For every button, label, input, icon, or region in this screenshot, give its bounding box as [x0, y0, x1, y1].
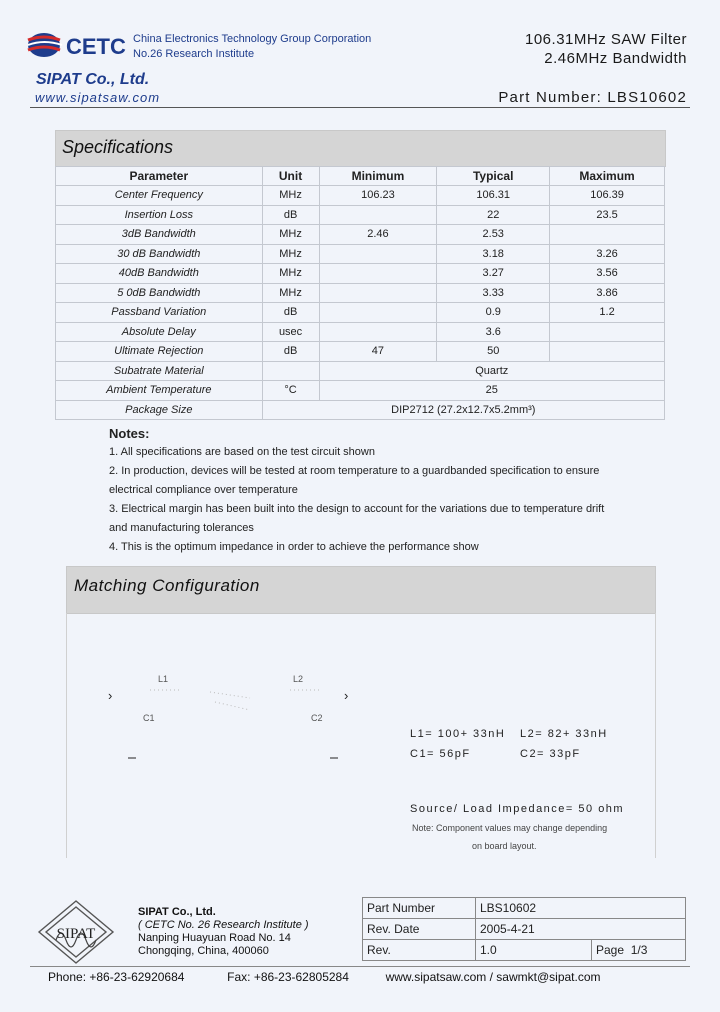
table-cell: 23.5 [550, 205, 665, 225]
product-title: 106.31MHz SAW Filter 2.46MHz Bandwidth [525, 31, 687, 67]
note-item: electrical compliance over temperature [109, 484, 298, 496]
table-row [56, 342, 665, 362]
table-row [56, 244, 665, 264]
table-cell [550, 322, 665, 342]
table-cell [319, 264, 437, 284]
table-cell: DIP2712 (27.2x12.7x5.2mm³) [262, 400, 664, 420]
matching-note-line1: Note: Component values may change depending [412, 823, 608, 833]
specifications-table [55, 166, 665, 420]
cetc-logo-text: CETC [66, 34, 126, 59]
table-cell: 22 [437, 205, 550, 225]
footer-divider [30, 966, 690, 967]
contact-web-email[interactable]: www.sipatsaw.com / sawmkt@sipat.com [385, 970, 601, 984]
table-cell: MHz [262, 186, 319, 206]
table-cell: Center Frequency [56, 186, 263, 206]
table-cell [550, 342, 665, 362]
revision-row-rev: Rev. 1.0 Page 1/3 [363, 940, 686, 961]
table-cell: 3.6 [437, 322, 550, 342]
table-cell: Insertion Loss [56, 205, 263, 225]
table-header-row [56, 167, 665, 186]
table-cell: Ambient Temperature [56, 381, 263, 401]
table-cell: 40dB Bandwidth [56, 264, 263, 284]
table-row [56, 322, 665, 342]
matching-schematic [120, 680, 350, 760]
table-cell: 50 [437, 342, 550, 362]
l1-value: L1= 100+ 33nH [410, 728, 506, 740]
c2-value: C2= 33pF [520, 748, 581, 760]
note-item: 3. Electrical margin has been built into the design to account for the variations due to temperature drift [109, 503, 605, 515]
table-cell: Absolute Delay [56, 322, 263, 342]
column-header: Parameter [56, 167, 263, 186]
notes-title: Notes: [109, 426, 150, 441]
table-cell: MHz [262, 225, 319, 245]
table-cell: Package Size [56, 400, 263, 420]
table-cell [319, 322, 437, 342]
table-cell: 1.2 [550, 303, 665, 323]
table-cell: 106.23 [319, 186, 437, 206]
table-row [56, 400, 665, 420]
table-cell: 3.18 [437, 244, 550, 264]
output-arrow-icon: › [344, 688, 349, 703]
table-cell: MHz [262, 264, 319, 284]
table-cell: dB [262, 205, 319, 225]
table-cell [262, 361, 319, 381]
table-row [56, 303, 665, 323]
schematic-label-l2: L2 [293, 674, 304, 684]
header-divider [30, 107, 690, 108]
table-cell: 0.9 [437, 303, 550, 323]
table-cell [319, 303, 437, 323]
impedance-value: Source/ Load Impedance= 50 ohm [410, 803, 625, 815]
matching-note-line2: on board layout. [472, 841, 537, 851]
table-cell: 3.86 [550, 283, 665, 303]
table-row [56, 283, 665, 303]
table-cell: Passband Variation [56, 303, 263, 323]
table-cell: usec [262, 322, 319, 342]
organization-name: China Electronics Technology Group Corporation No.26 Research Institute [133, 33, 372, 60]
cetc-globe-icon [26, 30, 66, 60]
table-cell: dB [262, 303, 319, 323]
table-row [56, 381, 665, 401]
table-row [56, 264, 665, 284]
footer-company-info: SIPAT Co., Ltd. ( CETC No. 26 Research Institute ) Nanping Huayuan Road No. 14 Chongqing, China, 400060 [138, 906, 309, 957]
table-row [56, 205, 665, 225]
table-row [56, 225, 665, 245]
table-row [56, 186, 665, 206]
table-cell [319, 205, 437, 225]
schematic-label-c2: C2 [311, 713, 323, 723]
note-item: 4. This is the optimum impedance in order to achieve the performance show [109, 541, 479, 553]
table-cell: 106.39 [550, 186, 665, 206]
table-cell: MHz [262, 244, 319, 264]
table-cell: Subatrate Material [56, 361, 263, 381]
table-cell: 3.56 [550, 264, 665, 284]
column-header: Minimum [319, 167, 437, 186]
notes-section [109, 424, 669, 557]
column-header: Typical [437, 167, 550, 186]
contact-line: Phone: +86-23-62920684 Fax: +86-23-62805284 www.sipatsaw.com / sawmkt@sipat.com [48, 970, 601, 984]
matching-title: Matching Configuration [74, 576, 260, 595]
table-cell: 3.27 [437, 264, 550, 284]
revision-row-part: Part Number LBS10602 [363, 898, 686, 919]
table-row [56, 361, 665, 381]
table-cell: 2.53 [437, 225, 550, 245]
l2-value: L2= 82+ 33nH [520, 728, 608, 740]
website-link[interactable]: www.sipatsaw.com [35, 90, 161, 105]
table-cell [550, 225, 665, 245]
schematic-label-c1: C1 [143, 713, 155, 723]
table-body [56, 186, 665, 420]
table-cell: Ultimate Rejection [56, 342, 263, 362]
schematic-label-l1: L1 [158, 674, 169, 684]
table-cell: 3dB Bandwidth [56, 225, 263, 245]
table-cell: 47 [319, 342, 437, 362]
revision-row-date: Rev. Date 2005-4-21 [363, 919, 686, 940]
note-item: 2. In production, devices will be tested at room temperature to a guardbanded specification to ensure [109, 465, 600, 477]
note-item: and manufacturing tolerances [109, 522, 254, 534]
specifications-title: Specifications [62, 137, 174, 157]
table-cell: °C [262, 381, 319, 401]
table-cell: MHz [262, 283, 319, 303]
table-cell: 3.26 [550, 244, 665, 264]
table-cell: 2.46 [319, 225, 437, 245]
table-cell: 106.31 [437, 186, 550, 206]
company-name: SIPAT Co., Ltd. [36, 71, 150, 88]
table-cell: 5 0dB Bandwidth [56, 283, 263, 303]
part-number-header: Part Number: LBS10602 [498, 89, 687, 106]
table-cell: 25 [319, 381, 664, 401]
table-cell: 30 dB Bandwidth [56, 244, 263, 264]
table-cell: 3.33 [437, 283, 550, 303]
column-header: Unit [262, 167, 319, 186]
table-cell [319, 244, 437, 264]
table-cell: Quartz [319, 361, 664, 381]
sipat-logo-text: SIPAT [56, 926, 96, 942]
input-arrow-icon: › [108, 688, 113, 703]
column-header: Maximum [550, 167, 665, 186]
c1-value: C1= 56pF [410, 748, 471, 760]
table-cell [319, 283, 437, 303]
note-item: 1. All specifications are based on the test circuit shown [109, 446, 375, 458]
table-cell: dB [262, 342, 319, 362]
revision-table [362, 897, 686, 961]
sipat-logo-icon [36, 898, 116, 966]
